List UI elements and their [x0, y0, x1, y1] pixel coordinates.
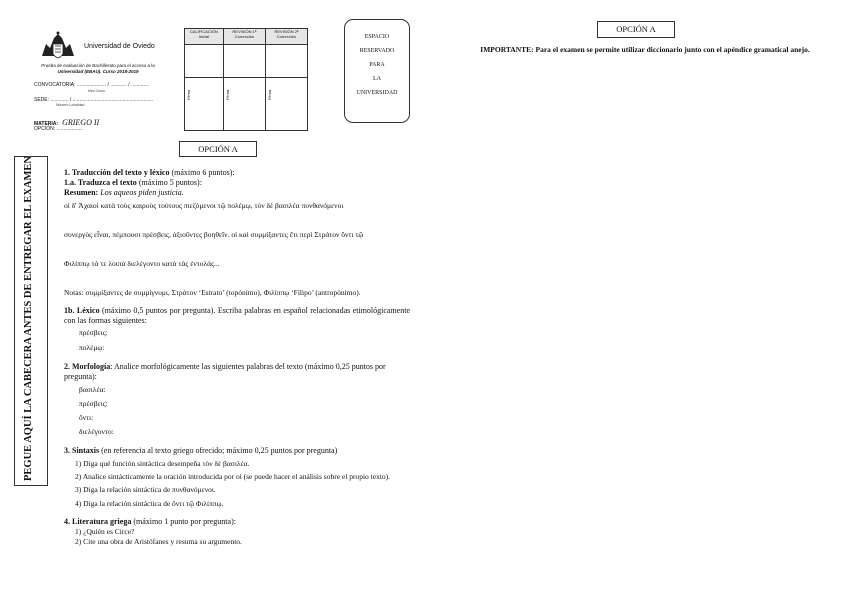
q1-points: (máximo 6 puntos): — [171, 168, 235, 177]
grade-header-revision-2: REVISIÓN 2ª Corrección — [265, 29, 307, 45]
prueba-description — [38, 63, 158, 75]
university-crest-logo — [38, 30, 78, 60]
option-label-left: OPCIÓN A — [179, 141, 257, 157]
reserved-line: ESPACIO — [364, 34, 390, 40]
q3-text: (en referencia al texto griego ofrecido; máximo 0,25 puntos por pregunta) — [101, 446, 338, 455]
convocatoria-sublabel: Mes Curso — [88, 89, 105, 93]
question-2 — [64, 362, 410, 382]
greek-text-line-3: Φιλίππῳ τά τε λοιπὰ διελέγοντο κατὰ τὰς ἐντολάς... — [64, 259, 220, 268]
signature-cell — [265, 78, 307, 131]
firma-label: Firma — [186, 89, 191, 100]
morfologia-word: ὄντι: — [79, 413, 94, 422]
greek-text-line-2: συνεργὸς εἶναι, πέμπουσι πρέσβεις, ἀξιοῦντες βοηθεῖν. οἱ καὶ συμμίξαντες ἔτι περὶ Στράτον ὄντι τῷ — [64, 230, 364, 239]
sede-sublabel: Número Localidad — [56, 103, 85, 107]
q3-title-text: 3. Sintaxis — [64, 446, 100, 455]
question-1-title — [64, 168, 410, 178]
materia-label: MATERIA: — [34, 121, 59, 127]
q2-text: : Analice morfológicamente las siguientes palabras del texto (máximo 0,25 puntos por pregunta): — [64, 362, 386, 381]
question-1a-title — [64, 178, 410, 188]
important-note: IMPORTANTE: Para el examen se permite utilizar diccionario junto con el apéndice gramatical anejo. — [480, 45, 810, 54]
question-4 — [64, 517, 410, 527]
sintaxis-item: 2) Analice sintácticamente la oración introducida por οἱ (se puede hacer el análisis sobre el propio texto). — [75, 472, 391, 481]
signature-cell — [223, 78, 265, 131]
sintaxis-item: 4) Diga la relación sintáctica de ὄντι τῷ Φιλίππῳ. — [75, 499, 224, 508]
literatura-item: 1) ¿Quién es Circe? — [75, 527, 135, 536]
literatura-item: 2) Cite una obra de Aristófanes y resuma su argumento. — [75, 537, 242, 546]
lexico-word: πολέμῳ: — [79, 343, 105, 352]
grade-header-revision-1: REVISIÓN 1ª Corrección — [223, 29, 265, 45]
grade-cell-initial — [185, 45, 224, 78]
sintaxis-item: 1) Diga qué función sintáctica desempeña τὸν δὲ βασιλέα. — [75, 459, 250, 468]
sintaxis-item: 3) Diga la relación sintáctica de πυνθανόμενοι. — [75, 485, 216, 494]
grade-header-initial: CALIFICACIÓN Inicial — [185, 29, 224, 45]
convocatoria-field: CONVOCATORIA: ..................... / ............ / ............. — [34, 82, 150, 88]
morfologia-word: διελέγοντο: — [79, 427, 114, 436]
sede-field: SEDE: ............. / .......................................................... — [34, 97, 154, 103]
reserved-line: UNIVERSIDAD — [356, 90, 398, 96]
q4-text: (máximo 1 punto por pregunta): — [133, 517, 236, 526]
prueba-line-1: Prueba de evaluación de Bachillerato para el acceso a la — [41, 63, 155, 68]
university-name: Universidad de Oviedo — [84, 43, 155, 50]
question-1b — [64, 306, 410, 326]
exam-questions — [64, 168, 410, 547]
reserved-university-space — [344, 19, 410, 123]
paste-header-instruction: PEGUE AQUÍ LA CABECERA ANTES DE ENTREGAR EL EXAMEN — [23, 156, 34, 481]
q4-title-text: 4. Literatura griega — [64, 517, 132, 526]
firma-label: Firma — [224, 89, 230, 100]
q1b-text: (máximo 0,5 puntos por pregunta). Escriba palabras en español relacionadas etimológicamente con las formas siguientes: — [64, 306, 410, 325]
signature-cell — [185, 78, 224, 131]
question-3 — [64, 446, 410, 456]
greek-notes: Notas: συμμίξαντες de συμμίγνυμι, Στράτον ‘Estrato’ (topónimo), Φιλίππῳ ‘Filipo’ (antropónimo). — [64, 288, 361, 297]
grade-cell-revision-2 — [265, 45, 307, 78]
lexico-word: πρέσβεις: — [79, 328, 108, 337]
q1b-title-text: 1b. Léxico — [64, 306, 100, 315]
prueba-line-2: Universidad (EBAU). Curso 2018-2019 — [57, 69, 139, 74]
reserved-line: PARA — [369, 62, 385, 68]
opcion-field: OPCIÓN: ................... — [34, 126, 83, 132]
grade-cell-revision-1 — [223, 45, 265, 78]
morfologia-word: πρέσβεις: — [79, 399, 108, 408]
resumen-line — [64, 188, 410, 198]
morfologia-word: βασιλέα: — [79, 385, 106, 394]
q2-title-text: 2. Morfología — [64, 362, 111, 371]
grading-table — [184, 28, 308, 131]
resumen-label: Resumen: — [64, 188, 99, 197]
q1a-title-text: 1.a. Traduzca el texto — [64, 178, 137, 187]
firma-label: Firma — [266, 89, 272, 100]
q1-title-text: 1. Traducción del texto y léxico — [64, 168, 170, 177]
q1a-points: (máximo 5 puntos): — [138, 178, 202, 187]
greek-text-line-1: οἱ δ' Ἀχαιοὶ κατὰ τοὺς καιροὺς τούτους πιεζόμενοι τῷ πολέμῳ, τὸν δὲ βασιλέα πυνθανόμενοι — [64, 201, 344, 210]
reserved-line: RESERVADO — [359, 48, 395, 54]
resumen-text: Los aqueos piden justicia. — [100, 188, 184, 197]
materia-value: GRIEGO II — [62, 118, 100, 127]
reserved-line: LA — [373, 76, 381, 82]
option-label-right: OPCIÓN A — [597, 21, 675, 38]
